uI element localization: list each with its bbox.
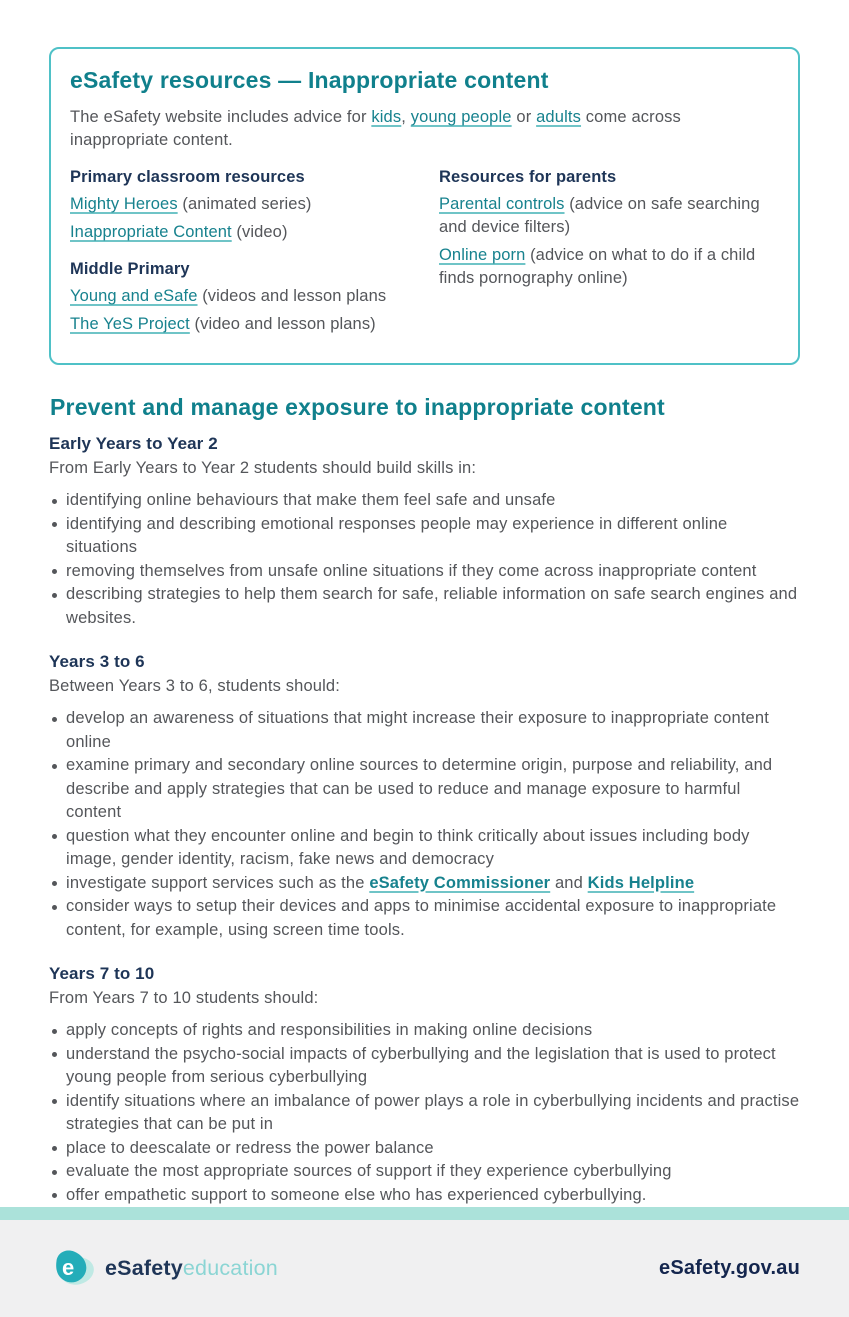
resource-item xyxy=(70,313,439,336)
resource-item xyxy=(70,221,439,244)
section-heading: Early Years to Year 2 xyxy=(49,434,218,453)
text-segment: (videos and lesson plans xyxy=(197,287,387,305)
inline-link[interactable]: adults xyxy=(536,108,582,126)
text-segment: and xyxy=(550,873,588,892)
content-section xyxy=(49,652,800,942)
text-segment: describing strategies to help them search for safe, reliable information on safe search engines and websites. xyxy=(66,585,798,627)
text-segment: The eSafety website includes advice for xyxy=(70,108,372,126)
page-footer xyxy=(0,1220,849,1317)
page-title: Prevent and manage exposure to inappropriate content xyxy=(50,394,665,420)
sections-container xyxy=(49,434,800,1207)
resource-box xyxy=(49,47,800,365)
inline-link[interactable]: Kids Helpline xyxy=(587,873,695,892)
text-segment: identifying online behaviours that make them feel safe and unsafe xyxy=(66,491,556,509)
resource-group-heading: Primary classroom resources xyxy=(70,168,305,186)
bullet-item xyxy=(49,872,800,896)
text-segment: or xyxy=(511,108,537,126)
resource-column-classroom xyxy=(70,168,439,341)
text-segment: offer empathetic support to someone else who has experienced cyberbullying. xyxy=(66,1185,647,1204)
bullet-item xyxy=(49,1043,800,1090)
bullet-item xyxy=(49,1090,800,1137)
esafety-logo-icon xyxy=(49,1246,96,1291)
bullet-item xyxy=(49,1137,800,1161)
resource-box-title: eSafety resources — Inappropriate content xyxy=(70,67,549,93)
resource-group-heading: Resources for parents xyxy=(439,168,617,186)
text-segment: removing themselves from unsafe online situations if they come across inappropriate content xyxy=(66,561,757,580)
resource-item xyxy=(439,193,778,239)
inline-link[interactable]: eSafety Commissioner xyxy=(369,873,551,892)
resource-item xyxy=(70,193,439,216)
wordmark-education: education xyxy=(182,1256,278,1280)
esafety-logo-wordmark xyxy=(105,1256,278,1281)
wordmark-esafety: eSafety xyxy=(105,1256,183,1280)
bullet-item xyxy=(49,560,800,584)
section-heading: Years 3 to 6 xyxy=(49,652,145,671)
content-section xyxy=(49,964,800,1207)
bullet-list xyxy=(49,1019,800,1207)
logo-letter-e: e xyxy=(62,1255,75,1280)
inline-link[interactable]: Parental controls xyxy=(439,195,565,213)
text-segment: examine primary and secondary online sources to determine origin, purpose and reliability, and describe and apply strategies that can be used to reduce and manage exposure to harmful content xyxy=(66,756,773,821)
footer-accent-bar xyxy=(0,1207,849,1220)
resource-group xyxy=(439,168,778,290)
inline-link[interactable]: Mighty Heroes xyxy=(70,195,178,213)
resource-column-parents xyxy=(439,168,778,341)
text-segment: (animated series) xyxy=(177,195,312,213)
text-segment: investigate support services such as the xyxy=(66,873,370,892)
text-segment: understand the psycho-social impacts of cyberbullying and the legislation that is used to protect young people from serious cyberbullying xyxy=(66,1044,776,1086)
esafety-education-logo xyxy=(49,1246,278,1291)
text-segment: identify situations where an imbalance of power plays a role in cyberbullying incidents and practise strategies that can be put in xyxy=(66,1091,800,1133)
resource-columns xyxy=(70,168,778,341)
section-intro: From Years 7 to 10 students should: xyxy=(49,989,319,1007)
section-intro: Between Years 3 to 6, students should: xyxy=(49,677,340,695)
bullet-item xyxy=(49,895,800,942)
resource-item xyxy=(439,244,778,290)
bullet-item xyxy=(49,1184,800,1208)
text-segment: question what they encounter online and begin to think critically about issues including body image, gender identity, racism, fake news and democracy xyxy=(66,826,750,868)
resource-box-intro xyxy=(70,106,750,152)
text-segment: evaluate the most appropriate sources of support if they experience cyberbullying xyxy=(66,1162,672,1180)
bullet-item xyxy=(49,489,800,513)
inline-link[interactable]: Young and eSafe xyxy=(70,287,198,305)
bullet-item xyxy=(49,1019,800,1043)
bullet-list xyxy=(49,489,800,630)
bullet-item xyxy=(49,513,800,560)
text-segment: (advice on safe searching and device filters) xyxy=(439,195,760,236)
text-segment: develop an awareness of situations that might increase their exposure to inappropriate content online xyxy=(66,709,769,751)
resource-group xyxy=(70,168,439,244)
inline-link[interactable]: Online porn xyxy=(439,246,526,264)
text-segment: (video and lesson plans) xyxy=(189,315,376,333)
bullet-list xyxy=(49,707,800,942)
section-heading: Years 7 to 10 xyxy=(49,964,155,983)
bullet-item xyxy=(49,754,800,825)
footer-site-link: eSafety.gov.au xyxy=(659,1257,800,1279)
text-segment: identifying and describing emotional responses people may experience in different online situations xyxy=(66,514,728,556)
bullet-item xyxy=(49,707,800,754)
content-section xyxy=(49,434,800,630)
inline-link[interactable]: Inappropriate Content xyxy=(70,223,232,241)
bullet-item xyxy=(49,583,800,630)
text-segment: (video) xyxy=(231,223,288,241)
resource-item xyxy=(70,285,439,308)
text-segment: , xyxy=(401,108,411,126)
bullet-item xyxy=(49,1160,800,1184)
text-segment: come across inappropriate content. xyxy=(70,108,681,149)
inline-link[interactable]: The YeS Project xyxy=(70,315,190,333)
text-segment: (advice on what to do if a child finds pornography online) xyxy=(439,246,756,287)
bullet-item xyxy=(49,825,800,872)
resource-group xyxy=(70,260,439,336)
section-intro: From Early Years to Year 2 students should build skills in: xyxy=(49,459,477,477)
inline-link[interactable]: young people xyxy=(410,108,512,126)
text-segment: consider ways to setup their devices and apps to minimise accidental exposure to inappropriate content, for example, using screen time tools. xyxy=(66,897,777,939)
inline-link[interactable]: kids xyxy=(371,108,402,126)
resource-group-heading: Middle Primary xyxy=(70,260,190,278)
text-segment: apply concepts of rights and responsibilities in making online decisions xyxy=(66,1021,593,1039)
text-segment: place to deescalate or redress the power balance xyxy=(66,1138,434,1157)
